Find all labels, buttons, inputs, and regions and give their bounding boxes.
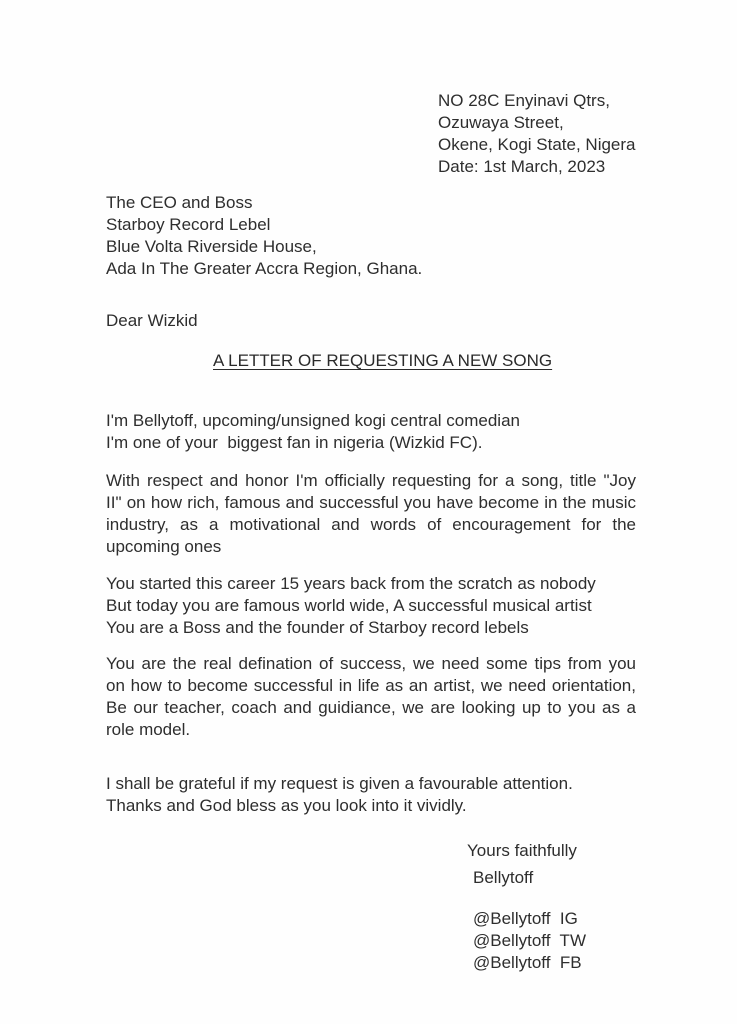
sender-address-line: Okene, Kogi State, Nigera: [438, 135, 636, 154]
sender-address-line: Ozuwaya Street,: [438, 113, 564, 132]
social-handle-line: @Bellytoff TW: [473, 931, 586, 950]
social-handle-line: @Bellytoff FB: [473, 953, 582, 972]
paragraph-line: You are the real defination of success, we need some tips from you: [106, 654, 636, 673]
paragraph-line: industry, as a motivational and words of encouragement for the: [106, 515, 636, 534]
paragraph-intro: [106, 410, 636, 454]
paragraph-line: on how to become successful in life as an artist, we need orientation,: [106, 676, 636, 695]
paragraph-line: You are a Boss and the founder of Starboy record lebels: [106, 618, 529, 637]
social-handles-block: [473, 908, 586, 974]
sender-address-block: [438, 90, 636, 178]
paragraph-line: role model.: [106, 720, 191, 739]
paragraph-line: You started this career 15 years back from the scratch as nobody: [106, 574, 596, 593]
letter-title: A LETTER OF REQUESTING A NEW SONG: [213, 351, 553, 370]
paragraph-line: upcoming ones: [106, 537, 222, 556]
paragraph-line: II" on how rich, famous and successful you have become in the music: [106, 493, 636, 512]
recipient-line: The CEO and Boss: [106, 193, 253, 212]
paragraph-gratitude: [106, 773, 636, 817]
recipient-address-block: [106, 192, 422, 280]
signature: Bellytoff: [473, 868, 534, 887]
recipient-line: Starboy Record Lebel: [106, 215, 271, 234]
paragraph-line: With respect and honor I'm officially requesting for a song, title "Joy: [106, 471, 636, 490]
date-line: Date: 1st March, 2023: [438, 157, 606, 176]
recipient-line: Blue Volta Riverside House,: [106, 237, 317, 256]
paragraph-line: I'm one of your biggest fan in nigeria (Wizkid FC).: [106, 433, 483, 452]
salutation: Dear Wizkid: [106, 311, 198, 330]
paragraph-career: [106, 573, 636, 639]
sender-address-line: NO 28C Enyinavi Qtrs,: [438, 91, 610, 110]
paragraph-role-model: [106, 653, 636, 741]
valediction: Yours faithfully: [467, 841, 577, 860]
recipient-line: Ada In The Greater Accra Region, Ghana.: [106, 259, 423, 278]
paragraph-line: I'm Bellytoff, upcoming/unsigned kogi central comedian: [106, 411, 520, 430]
paragraph-line: But today you are famous world wide, A successful musical artist: [106, 596, 592, 615]
paragraph-line: I shall be grateful if my request is given a favourable attention.: [106, 774, 573, 793]
paragraph-line: Be our teacher, coach and guidiance, we are looking up to you as a: [106, 698, 636, 717]
paragraph-line: Thanks and God bless as you look into it vividly.: [106, 796, 467, 815]
social-handle-line: @Bellytoff IG: [473, 909, 578, 928]
paragraph-request: [106, 470, 636, 558]
